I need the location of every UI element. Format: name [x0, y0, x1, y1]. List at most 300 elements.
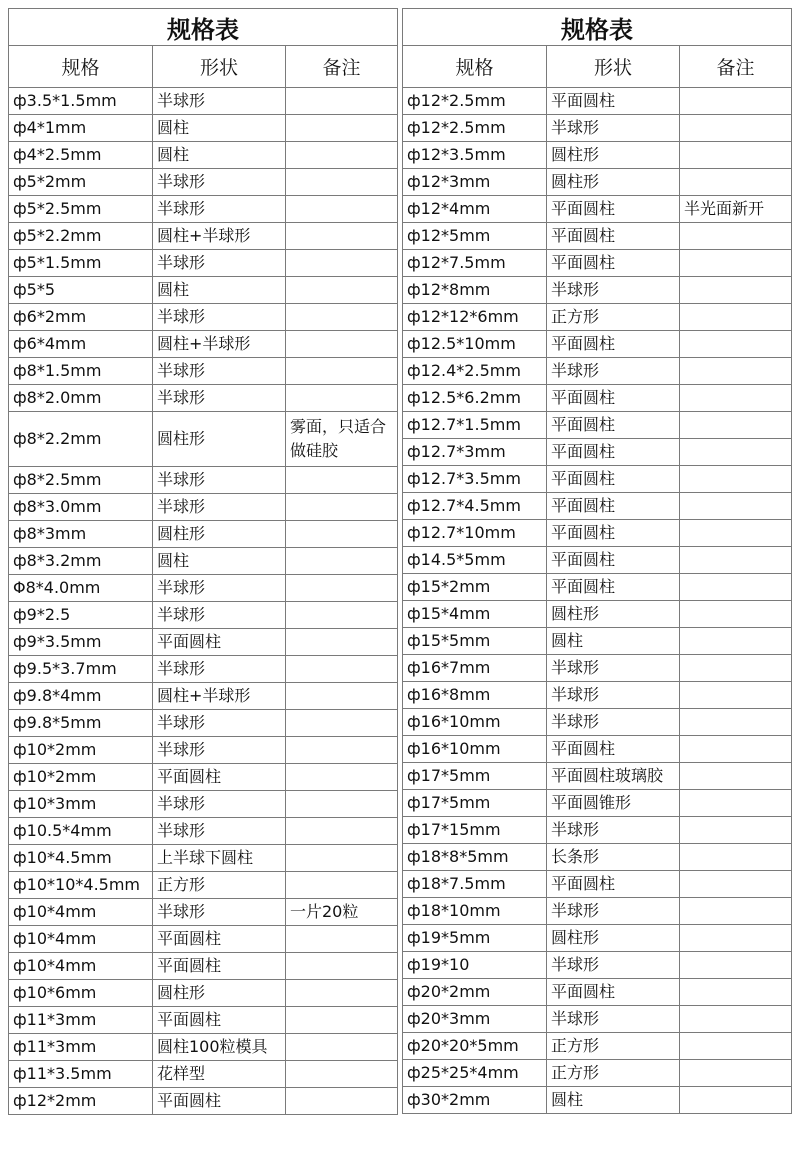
shape-cell: 平面圆柱	[547, 979, 680, 1006]
spec-cell: ф12.5*10mm	[403, 331, 547, 358]
table-row	[9, 872, 398, 899]
table-row	[9, 250, 398, 277]
spec-cell: ф8*3mm	[9, 521, 153, 548]
remark-cell	[680, 790, 792, 817]
table-row	[403, 682, 792, 709]
table-row	[403, 574, 792, 601]
table-row	[403, 736, 792, 763]
table-row	[9, 385, 398, 412]
remark-cell	[680, 736, 792, 763]
table-row	[403, 790, 792, 817]
spec-cell: ф19*5mm	[403, 925, 547, 952]
remark-cell	[286, 1007, 398, 1034]
table-row	[9, 331, 398, 358]
remark-cell	[680, 952, 792, 979]
table-row	[403, 196, 792, 223]
column-header-spec: 规格	[9, 46, 153, 88]
remark-cell: 一片20粒	[286, 899, 398, 926]
shape-cell: 圆柱	[547, 628, 680, 655]
shape-cell: 平面圆柱	[547, 331, 680, 358]
shape-cell: 平面圆柱	[153, 953, 286, 980]
shape-cell: 半球形	[153, 196, 286, 223]
remark-cell	[680, 331, 792, 358]
shape-cell: 平面圆柱	[547, 736, 680, 763]
shape-cell: 正方形	[547, 304, 680, 331]
table-row	[9, 899, 398, 926]
table-row	[403, 709, 792, 736]
table-row	[9, 737, 398, 764]
spec-cell: ф16*10mm	[403, 736, 547, 763]
spec-cell: ф12*4mm	[403, 196, 547, 223]
spec-cell: ф12*12*6mm	[403, 304, 547, 331]
shape-cell: 平面圆柱	[547, 547, 680, 574]
shape-cell: 平面圆柱	[153, 1007, 286, 1034]
spec-cell: ф9.5*3.7mm	[9, 656, 153, 683]
remark-cell	[680, 1087, 792, 1114]
remark-cell	[680, 574, 792, 601]
table-row	[403, 979, 792, 1006]
shape-cell: 圆柱	[153, 142, 286, 169]
shape-cell: 平面圆柱	[153, 764, 286, 791]
spec-cell: ф9*2.5	[9, 602, 153, 629]
table-row	[403, 601, 792, 628]
shape-cell: 圆柱形	[153, 980, 286, 1007]
remark-cell	[680, 655, 792, 682]
spec-cell: ф17*5mm	[403, 763, 547, 790]
remark-cell	[286, 250, 398, 277]
remark-cell	[286, 629, 398, 656]
spec-table-left	[8, 8, 398, 1115]
table-body	[403, 88, 792, 1114]
table-row	[403, 628, 792, 655]
shape-cell: 半球形	[547, 952, 680, 979]
spec-cell: ф9.8*5mm	[9, 710, 153, 737]
shape-cell: 平面圆柱	[547, 196, 680, 223]
spec-cell: ф12.7*3mm	[403, 439, 547, 466]
remark-cell	[680, 439, 792, 466]
shape-cell: 半球形	[153, 791, 286, 818]
remark-cell	[680, 142, 792, 169]
remark-cell	[286, 196, 398, 223]
spec-cell: ф16*10mm	[403, 709, 547, 736]
shape-cell: 圆柱+半球形	[153, 683, 286, 710]
spec-cell: ф8*1.5mm	[9, 358, 153, 385]
spec-cell: ф19*10	[403, 952, 547, 979]
shape-cell: 平面圆锥形	[547, 790, 680, 817]
spec-cell: ф11*3.5mm	[9, 1061, 153, 1088]
remark-cell	[286, 1034, 398, 1061]
spec-cell: ф20*20*5mm	[403, 1033, 547, 1060]
table-row	[9, 1061, 398, 1088]
spec-cell: ф5*2.5mm	[9, 196, 153, 223]
shape-cell: 平面圆柱	[547, 250, 680, 277]
shape-cell: 半球形	[153, 250, 286, 277]
remark-cell	[680, 115, 792, 142]
shape-cell: 半球形	[153, 656, 286, 683]
spec-cell: ф10*6mm	[9, 980, 153, 1007]
table-row	[9, 710, 398, 737]
spec-cell: ф12.7*4.5mm	[403, 493, 547, 520]
table-row	[403, 1087, 792, 1114]
shape-cell: 半球形	[153, 88, 286, 115]
shape-cell: 平面圆柱	[547, 466, 680, 493]
table-row	[9, 980, 398, 1007]
table-row	[403, 1060, 792, 1087]
table-row	[9, 412, 398, 467]
table-row	[9, 115, 398, 142]
spec-cell: ф12.7*1.5mm	[403, 412, 547, 439]
table-row	[9, 548, 398, 575]
spec-cell: ф10*4.5mm	[9, 845, 153, 872]
remark-cell	[680, 520, 792, 547]
table-body	[9, 88, 398, 1115]
table-row	[403, 331, 792, 358]
table-row	[9, 575, 398, 602]
shape-cell: 半球形	[547, 277, 680, 304]
table-row	[403, 817, 792, 844]
shape-cell: 半球形	[547, 115, 680, 142]
shape-cell: 上半球下圆柱	[153, 845, 286, 872]
shape-cell: 圆柱	[153, 548, 286, 575]
remark-cell	[680, 250, 792, 277]
spec-cell: Φ8*4.0mm	[9, 575, 153, 602]
table-row	[403, 304, 792, 331]
shape-cell: 半球形	[547, 655, 680, 682]
remark-cell	[680, 763, 792, 790]
spec-cell: ф11*3mm	[9, 1007, 153, 1034]
spec-cell: ф8*3.2mm	[9, 548, 153, 575]
table-row	[9, 656, 398, 683]
remark-cell	[286, 548, 398, 575]
table-row	[403, 763, 792, 790]
shape-cell: 圆柱100粒模具	[153, 1034, 286, 1061]
spec-cell: ф5*5	[9, 277, 153, 304]
table-row	[9, 683, 398, 710]
spec-cell: ф14.5*5mm	[403, 547, 547, 574]
table-row	[9, 1088, 398, 1115]
spec-cell: ф12*5mm	[403, 223, 547, 250]
remark-cell	[286, 494, 398, 521]
table-row	[9, 521, 398, 548]
shape-cell: 平面圆柱	[547, 412, 680, 439]
spec-cell: ф4*1mm	[9, 115, 153, 142]
table-row	[9, 358, 398, 385]
remark-cell	[286, 223, 398, 250]
spec-cell: ф8*3.0mm	[9, 494, 153, 521]
spec-cell: ф8*2.2mm	[9, 412, 153, 467]
shape-cell: 半球形	[153, 575, 286, 602]
shape-cell: 半球形	[547, 898, 680, 925]
remark-cell	[680, 88, 792, 115]
remark-cell	[680, 817, 792, 844]
spec-cell: ф10*2mm	[9, 764, 153, 791]
spec-cell: ф16*8mm	[403, 682, 547, 709]
shape-cell: 圆柱	[153, 115, 286, 142]
table-row	[403, 547, 792, 574]
table-row	[403, 88, 792, 115]
spec-cell: ф16*7mm	[403, 655, 547, 682]
spec-cell: ф12*3mm	[403, 169, 547, 196]
table-row	[9, 169, 398, 196]
remark-cell	[286, 575, 398, 602]
shape-cell: 圆柱	[547, 1087, 680, 1114]
table-row	[9, 88, 398, 115]
spec-cell: ф9*3.5mm	[9, 629, 153, 656]
table-row	[403, 439, 792, 466]
column-header-spec: 规格	[403, 46, 547, 88]
remark-cell	[286, 683, 398, 710]
remark-cell	[680, 385, 792, 412]
spec-cell: ф5*1.5mm	[9, 250, 153, 277]
remark-cell	[286, 980, 398, 1007]
column-header-shape: 形状	[547, 46, 680, 88]
remark-cell	[680, 1006, 792, 1033]
spec-cell: ф10*2mm	[9, 737, 153, 764]
remark-cell	[286, 277, 398, 304]
remark-cell	[286, 331, 398, 358]
spec-cell: ф12.7*3.5mm	[403, 466, 547, 493]
remark-cell	[286, 385, 398, 412]
remark-cell	[286, 142, 398, 169]
spec-cell: ф10*4mm	[9, 926, 153, 953]
remark-cell	[680, 223, 792, 250]
spec-cell: ф6*2mm	[9, 304, 153, 331]
table-row	[9, 304, 398, 331]
remark-cell	[286, 115, 398, 142]
shape-cell: 半球形	[153, 385, 286, 412]
remark-cell	[286, 791, 398, 818]
table-row	[403, 1033, 792, 1060]
shape-cell: 圆柱形	[547, 169, 680, 196]
table-row	[9, 1007, 398, 1034]
shape-cell: 平面圆柱	[547, 439, 680, 466]
shape-cell: 半球形	[153, 818, 286, 845]
shape-cell: 圆柱+半球形	[153, 223, 286, 250]
shape-cell: 圆柱形	[547, 142, 680, 169]
table-row	[403, 871, 792, 898]
shape-cell: 半球形	[547, 709, 680, 736]
spec-cell: ф15*4mm	[403, 601, 547, 628]
shape-cell: 圆柱形	[547, 925, 680, 952]
table-row	[9, 1034, 398, 1061]
spec-cell: ф4*2.5mm	[9, 142, 153, 169]
remark-cell	[680, 628, 792, 655]
shape-cell: 花样型	[153, 1061, 286, 1088]
remark-cell	[680, 925, 792, 952]
remark-cell	[286, 953, 398, 980]
table-row	[9, 142, 398, 169]
table-row	[403, 655, 792, 682]
shape-cell: 半球形	[547, 682, 680, 709]
shape-cell: 圆柱	[153, 277, 286, 304]
remark-cell	[286, 764, 398, 791]
spec-cell: ф20*2mm	[403, 979, 547, 1006]
table-row	[403, 844, 792, 871]
remark-cell	[286, 737, 398, 764]
shape-cell: 平面圆柱	[547, 385, 680, 412]
spec-cell: ф17*5mm	[403, 790, 547, 817]
remark-cell	[680, 277, 792, 304]
shape-cell: 半球形	[547, 358, 680, 385]
remark-cell	[680, 466, 792, 493]
remark-cell	[286, 88, 398, 115]
remark-cell	[286, 818, 398, 845]
remark-cell	[286, 710, 398, 737]
spec-cell: ф5*2mm	[9, 169, 153, 196]
spec-cell: ф12*7.5mm	[403, 250, 547, 277]
remark-cell	[680, 601, 792, 628]
shape-cell: 平面圆柱	[153, 1088, 286, 1115]
shape-cell: 平面圆柱	[153, 926, 286, 953]
remark-cell	[286, 304, 398, 331]
table-row	[403, 115, 792, 142]
shape-cell: 半球形	[153, 304, 286, 331]
table-row	[9, 818, 398, 845]
table-row	[403, 952, 792, 979]
table-row	[403, 385, 792, 412]
shape-cell: 平面圆柱	[153, 629, 286, 656]
shape-cell: 正方形	[547, 1033, 680, 1060]
shape-cell: 正方形	[547, 1060, 680, 1087]
remark-cell	[286, 358, 398, 385]
shape-cell: 平面圆柱	[547, 493, 680, 520]
table-row	[9, 196, 398, 223]
shape-cell: 圆柱+半球形	[153, 331, 286, 358]
spec-cell: ф12.7*10mm	[403, 520, 547, 547]
table-row	[9, 791, 398, 818]
remark-cell	[680, 682, 792, 709]
shape-cell: 圆柱形	[153, 412, 286, 467]
spec-cell: ф8*2.5mm	[9, 467, 153, 494]
remark-cell	[286, 926, 398, 953]
remark-cell	[680, 1060, 792, 1087]
remark-cell	[680, 358, 792, 385]
remark-cell	[680, 304, 792, 331]
table-row	[403, 169, 792, 196]
remark-cell	[286, 872, 398, 899]
spec-cell: ф12*2.5mm	[403, 115, 547, 142]
table-title: 规格表	[403, 9, 792, 46]
spec-cell: ф11*3mm	[9, 1034, 153, 1061]
table-row	[403, 1006, 792, 1033]
column-header-shape: 形状	[153, 46, 286, 88]
shape-cell: 圆柱形	[547, 601, 680, 628]
remark-cell	[286, 1088, 398, 1115]
spec-cell: ф8*2.0mm	[9, 385, 153, 412]
spec-cell: ф12.4*2.5mm	[403, 358, 547, 385]
table-row	[9, 602, 398, 629]
table-title: 规格表	[9, 9, 398, 46]
spec-cell: ф12*8mm	[403, 277, 547, 304]
shape-cell: 平面圆柱	[547, 520, 680, 547]
remark-cell	[680, 898, 792, 925]
spec-cell: ф12.5*6.2mm	[403, 385, 547, 412]
table-row	[9, 953, 398, 980]
remark-cell	[680, 169, 792, 196]
shape-cell: 半球形	[153, 467, 286, 494]
table-row	[9, 764, 398, 791]
shape-cell: 长条形	[547, 844, 680, 871]
remark-cell	[286, 521, 398, 548]
remark-cell	[286, 602, 398, 629]
shape-cell: 平面圆柱	[547, 574, 680, 601]
table-row	[9, 467, 398, 494]
spec-cell: ф18*7.5mm	[403, 871, 547, 898]
remark-cell	[286, 656, 398, 683]
shape-cell: 圆柱形	[153, 521, 286, 548]
shape-cell: 半球形	[547, 1006, 680, 1033]
shape-cell: 平面圆柱	[547, 871, 680, 898]
spec-cell: ф18*10mm	[403, 898, 547, 925]
spec-cell: ф30*2mm	[403, 1087, 547, 1114]
table-row	[403, 250, 792, 277]
table-row	[403, 466, 792, 493]
table-row	[403, 898, 792, 925]
table-row	[403, 520, 792, 547]
column-header-remark: 备注	[286, 46, 398, 88]
spec-cell: ф12*3.5mm	[403, 142, 547, 169]
shape-cell: 正方形	[153, 872, 286, 899]
spec-cell: ф25*25*4mm	[403, 1060, 547, 1087]
table-row	[403, 223, 792, 250]
spec-cell: ф9.8*4mm	[9, 683, 153, 710]
spec-cell: ф10*4mm	[9, 953, 153, 980]
table-row	[9, 845, 398, 872]
remark-cell	[680, 871, 792, 898]
column-header-remark: 备注	[680, 46, 792, 88]
table-row	[403, 925, 792, 952]
spec-cell: ф10*3mm	[9, 791, 153, 818]
spec-cell: ф18*8*5mm	[403, 844, 547, 871]
remark-cell	[680, 412, 792, 439]
spec-table-right	[402, 8, 792, 1114]
spec-cell: ф20*3mm	[403, 1006, 547, 1033]
spec-cell: ф12*2mm	[9, 1088, 153, 1115]
remark-cell	[680, 547, 792, 574]
shape-cell: 半球形	[153, 602, 286, 629]
table-row	[403, 142, 792, 169]
shape-cell: 半球形	[547, 817, 680, 844]
spec-cell: ф3.5*1.5mm	[9, 88, 153, 115]
remark-cell	[680, 709, 792, 736]
remark-cell	[680, 1033, 792, 1060]
table-row	[403, 493, 792, 520]
shape-cell: 平面圆柱玻璃胶	[547, 763, 680, 790]
spec-cell: ф10*4mm	[9, 899, 153, 926]
spec-cell: ф10.5*4mm	[9, 818, 153, 845]
spec-cell: ф6*4mm	[9, 331, 153, 358]
remark-cell: 雾面，只适合做硅胶	[286, 412, 398, 467]
shape-cell: 平面圆柱	[547, 223, 680, 250]
shape-cell: 半球形	[153, 737, 286, 764]
remark-cell: 半光面新开	[680, 196, 792, 223]
remark-cell	[286, 1061, 398, 1088]
spec-cell: ф15*5mm	[403, 628, 547, 655]
table-row	[9, 223, 398, 250]
remark-cell	[286, 467, 398, 494]
spec-cell: ф17*15mm	[403, 817, 547, 844]
spec-cell: ф15*2mm	[403, 574, 547, 601]
remark-cell	[286, 845, 398, 872]
remark-cell	[680, 979, 792, 1006]
spec-cell: ф10*10*4.5mm	[9, 872, 153, 899]
table-row	[9, 629, 398, 656]
table-row	[403, 358, 792, 385]
shape-cell: 半球形	[153, 169, 286, 196]
shape-cell: 半球形	[153, 710, 286, 737]
table-row	[9, 494, 398, 521]
table-row	[403, 277, 792, 304]
